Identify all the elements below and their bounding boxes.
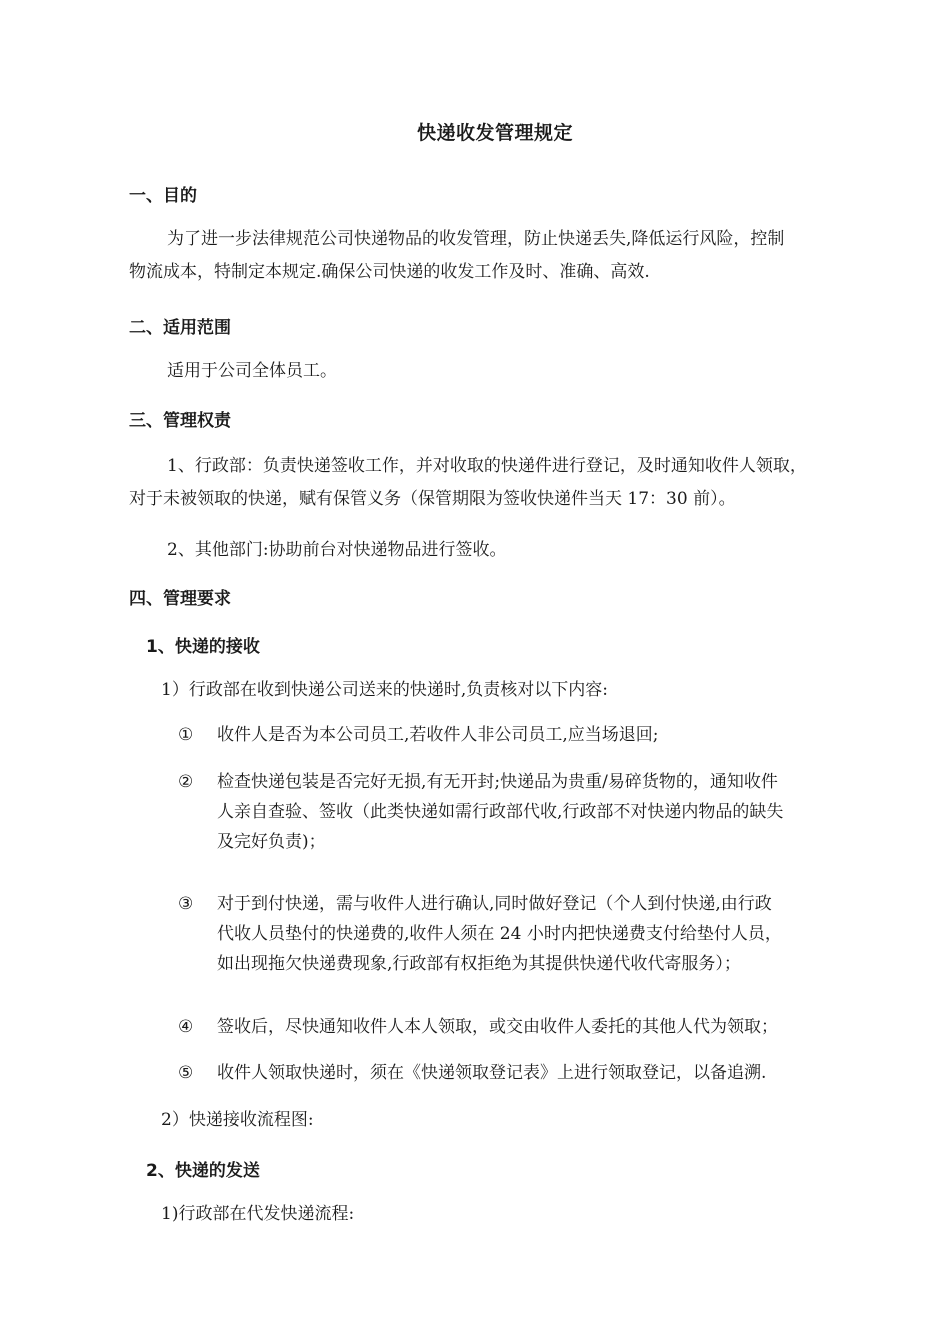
responsibility-item-admin — [129, 450, 807, 516]
section-heading-scope: 二、适用范围 — [129, 318, 231, 338]
section-heading-requirements: 四、管理要求 — [129, 589, 231, 609]
item-line: 检查快递包装是否完好无损,有无开封;快递品为贵重/易碎货物的，通知收件 — [217, 772, 778, 792]
purpose-line-1: 为了进一步法律规范公司快递物品的收发管理，防止快递丢失,降低运行风险，控制 — [167, 229, 785, 249]
subsection-heading-receiving: 1、快递的接收 — [146, 637, 260, 657]
item-line: 收件人领取快递时，须在《快递领取登记表》上进行领取登记，以备追溯. — [217, 1063, 767, 1083]
item-body — [217, 889, 782, 979]
responsibility-item-other: 2、其他部门:协助前台对快递物品进行签收。 — [167, 540, 507, 560]
item-line: 对于到付快递，需与收件人进行确认,同时做好登记（个人到付快递,由行政 — [217, 894, 772, 914]
purpose-line-2: 物流成本，特制定本规定.确保公司快递的收发工作及时、准确、高效. — [129, 262, 650, 282]
subsection-heading-sending: 2、快递的发送 — [146, 1161, 260, 1181]
purpose-paragraph — [129, 223, 784, 289]
item-line: 及完好负责)； — [217, 832, 326, 852]
item-number: ③ — [178, 894, 194, 914]
sending-intro: 1)行政部在代发快递流程: — [161, 1204, 355, 1224]
document-title: 快递收发管理规定 — [416, 122, 573, 144]
item-body — [217, 1012, 778, 1042]
item-line: 如出现拖欠快递费现象,行政部有权拒绝为其提供快递代收代寄服务）； — [217, 954, 741, 974]
item-number: ① — [178, 725, 194, 745]
responsibility-admin-line-2: 对于未被领取的快递，赋有保管义务（保管期限为签收快递件当天 17：30 前）。 — [129, 489, 736, 509]
item-body — [217, 1058, 766, 1088]
item-number: ⑤ — [178, 1063, 194, 1083]
receiving-flowchart-label: 2）快递接收流程图: — [161, 1110, 314, 1130]
section-heading-purpose: 一、目的 — [129, 186, 197, 206]
item-line: 人亲自查验、签收（此类快递如需行政部代收,行政部不对快递内物品的缺失 — [217, 802, 784, 822]
item-number: ② — [178, 772, 194, 792]
receiving-intro: 1）行政部在收到快递公司送来的快递时,负责核对以下内容: — [161, 680, 608, 700]
item-body — [217, 720, 659, 750]
responsibility-admin-line-1: 1、行政部：负责快递签收工作，并对收取的快递件进行登记，及时通知收件人领取， — [167, 456, 807, 476]
item-body — [217, 767, 783, 857]
scope-paragraph: 适用于公司全体员工。 — [167, 361, 337, 381]
item-number: ④ — [178, 1017, 194, 1037]
item-line: 收件人是否为本公司员工,若收件人非公司员工,应当场退回; — [217, 725, 659, 745]
item-line: 签收后，尽快通知收件人本人领取，或交由收件人委托的其他人代为领取； — [217, 1017, 778, 1037]
section-heading-responsibilities: 三、管理权责 — [129, 411, 231, 431]
item-line: 代收人员垫付的快递费的,收件人须在 24 小时内把快递费支付给垫付人员， — [217, 924, 782, 944]
